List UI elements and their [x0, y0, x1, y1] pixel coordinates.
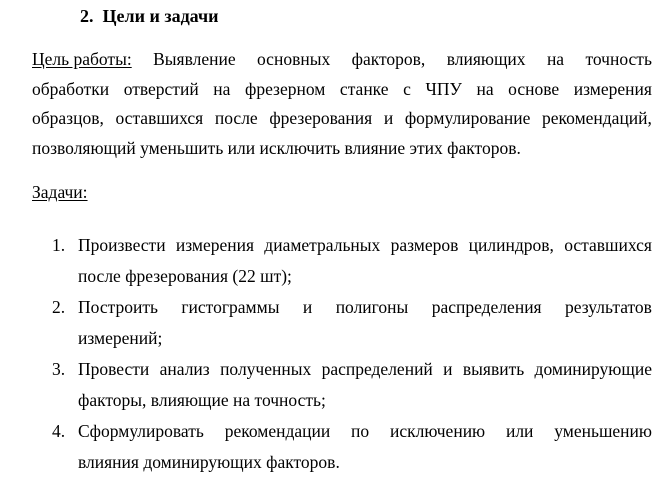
- goal-paragraph: [32, 45, 652, 163]
- word: и: [383, 108, 394, 128]
- word: на: [546, 49, 565, 69]
- word: оставшихся: [115, 108, 204, 128]
- task-line-2: факторы, влияющие на точность;: [78, 390, 326, 410]
- section-title: Цели и задачи: [102, 6, 219, 26]
- word: уменьшению: [554, 421, 652, 441]
- word: точность: [585, 49, 652, 69]
- goal-label: Цель работы:: [32, 49, 132, 69]
- word: Сформулировать: [78, 421, 204, 441]
- tasks-title: Задачи:: [32, 182, 88, 202]
- word: распределений: [321, 359, 433, 379]
- task-text: [78, 416, 652, 478]
- word: диаметральных: [264, 235, 381, 255]
- word: фрезерном: [244, 78, 326, 99]
- word: влияющих: [446, 49, 526, 69]
- task-line-2: измерений;: [78, 328, 163, 348]
- word: результатов: [565, 297, 652, 317]
- task-line-1: [78, 230, 652, 261]
- word: рекомендации: [224, 421, 331, 441]
- word: исключению: [389, 421, 486, 441]
- word: образцов,: [32, 108, 104, 128]
- task-number: 3.: [52, 359, 66, 379]
- word: полученных: [220, 359, 312, 379]
- word: выявить: [462, 359, 525, 379]
- word: доминирующие: [534, 359, 652, 379]
- section-number: 2.: [80, 6, 94, 26]
- word: Произвести: [78, 235, 166, 255]
- word: распределения: [431, 297, 542, 317]
- goal-line-4-text: позволяющий уменьшить или исключить влияние этих факторов.: [32, 137, 521, 158]
- word: рекомендаций,: [542, 108, 652, 128]
- word: на: [213, 78, 231, 99]
- word: Провести: [78, 359, 150, 379]
- word: ЧПУ: [425, 78, 462, 99]
- word: основных: [257, 49, 331, 69]
- word: Построить: [78, 297, 158, 317]
- task-line-1: [78, 354, 652, 385]
- goal-line-2: [32, 75, 652, 105]
- word: анализ: [159, 359, 210, 379]
- word: и: [443, 359, 453, 379]
- word: после: [214, 108, 258, 128]
- word: отверстий: [123, 78, 199, 99]
- word: основе: [508, 78, 560, 99]
- word: с: [403, 78, 411, 99]
- section-heading: [80, 4, 218, 28]
- goal-line-1: [32, 45, 652, 75]
- word: измерения: [573, 78, 652, 99]
- word: факторов,: [351, 49, 426, 69]
- task-text: [78, 230, 652, 292]
- task-number: 2.: [52, 297, 66, 317]
- word: или: [505, 421, 534, 441]
- word: станке: [339, 78, 389, 99]
- word: оставшихся: [564, 235, 652, 255]
- task-line-1: [78, 292, 652, 323]
- task-line-1: [78, 416, 652, 447]
- word: полигоны: [335, 297, 409, 317]
- goal-line-3: [32, 104, 652, 134]
- goal-line-4: [32, 134, 652, 164]
- word: и: [302, 297, 313, 317]
- word: размеров: [390, 235, 459, 255]
- word: гистограммы: [181, 297, 280, 317]
- word: измерения: [175, 235, 255, 255]
- word: цилиндров,: [468, 235, 554, 255]
- task-line-2: после фрезерования (22 шт);: [78, 266, 292, 286]
- task-number: 4.: [52, 421, 66, 441]
- word: фрезерования: [269, 108, 373, 128]
- task-number: 1.: [52, 235, 66, 255]
- word: по: [351, 421, 370, 441]
- word: Выявление: [153, 49, 236, 69]
- word: обработки: [32, 78, 110, 99]
- word: формулирование: [404, 108, 531, 128]
- task-text: [78, 292, 652, 354]
- task-line-2: влияния доминирующих факторов.: [78, 452, 340, 472]
- task-text: [78, 354, 652, 416]
- word: на: [476, 78, 494, 99]
